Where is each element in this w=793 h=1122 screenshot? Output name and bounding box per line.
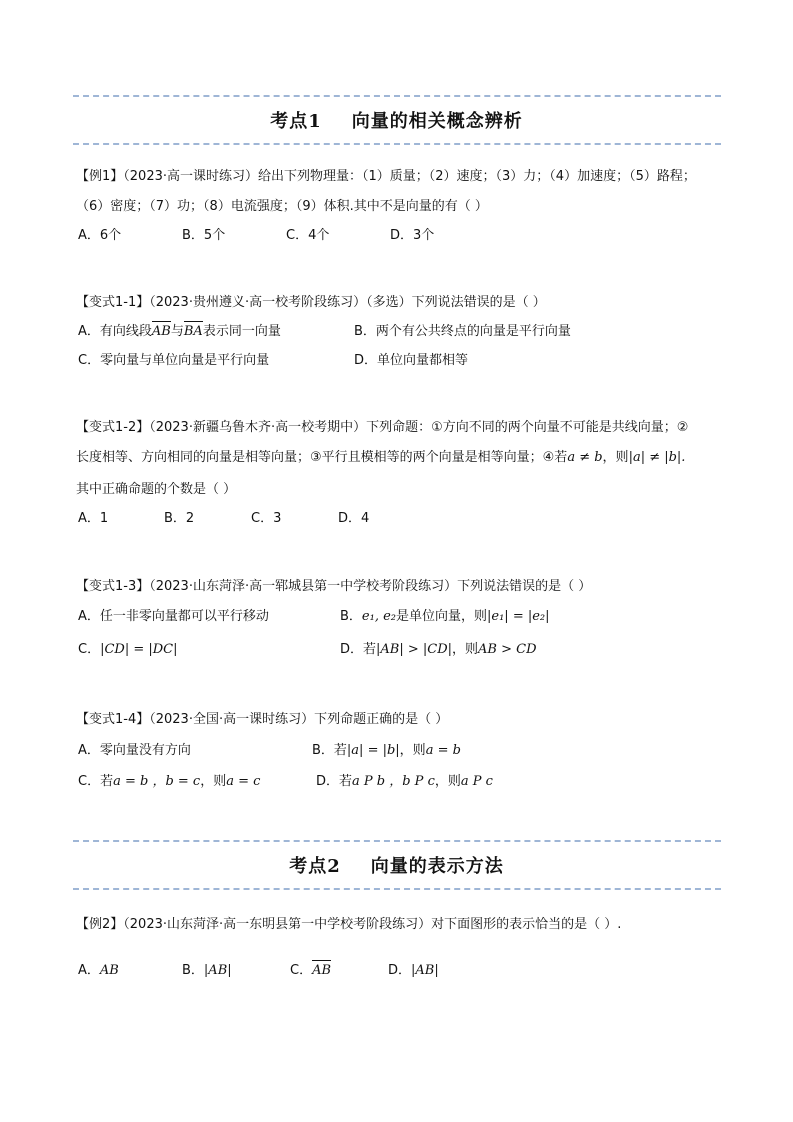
- vectors-e1-e2: e₁, e₂: [361, 609, 396, 624]
- variant-1-3-option-d: [340, 641, 537, 659]
- variant-1-2-option-c: C．3: [251, 511, 282, 526]
- variant-1-2-stem-line-2: [76, 449, 685, 467]
- variant-1-1-option-b: B．两个有公共终点的向量是平行向量: [354, 324, 571, 339]
- result-a-b: a = b: [425, 743, 461, 758]
- example-1-option-b: B．5个: [182, 228, 226, 243]
- example-1-option-d: D．3个: [390, 228, 435, 243]
- example-2-option-d: [388, 962, 439, 980]
- option-connector: ，则: [399, 743, 426, 758]
- section-divider-bottom: [73, 143, 721, 145]
- abs-ab: |AB|: [203, 963, 232, 978]
- example-1-option-c: C．4个: [286, 228, 330, 243]
- inequality-abs-ab-cd: |AB| > |CD|: [376, 642, 453, 657]
- variant-1-3-stem: 【变式1-3】（2023·山东菏泽·高一郓城县第一中学校考阶段练习）下列说法错误的是（ ）: [76, 579, 592, 594]
- option-text: 是单位向量，则: [396, 609, 488, 624]
- variant-1-3-option-b: [340, 608, 550, 626]
- inequality-ab-cd: AB > CD: [478, 642, 537, 657]
- variant-1-4-option-b: [312, 742, 461, 760]
- option-a-suffix: 表示同一向量: [202, 324, 281, 339]
- section-number: 考点1: [270, 111, 322, 132]
- option-label: C．: [290, 963, 313, 978]
- variant-1-4-option-a: A．零向量没有方向: [78, 743, 191, 758]
- variant-1-4-stem: 【变式1-4】（2023·全国·高一课时练习）下列命题正确的是（ ）: [76, 712, 449, 727]
- option-label: A．: [78, 963, 100, 978]
- option-a-connector: 与: [170, 324, 184, 339]
- option-connector: ，则: [434, 774, 461, 789]
- variant-1-1-option-a: [78, 323, 281, 341]
- condition-abs-a-b: |a| = |b|: [346, 743, 400, 758]
- option-a-prefix: A．有向线段: [78, 324, 152, 339]
- option-label: D．若: [316, 774, 353, 789]
- option-label: D．若: [340, 642, 377, 657]
- inequality-a-b: a ≠ b: [567, 450, 603, 465]
- option-connector: ，则: [452, 642, 479, 657]
- section-number: 考点2: [289, 856, 341, 877]
- variant-1-3-option-a: A．任一非零向量都可以平行移动: [78, 609, 269, 624]
- example-2-stem: 【例2】（2023·山东菏泽·高一东明县第一中学校考阶段练习）对下面图形的表示恰当的是（ ）.: [76, 917, 622, 932]
- variant-1-2-option-d: D．4: [338, 511, 370, 526]
- option-label: B．若: [312, 743, 347, 758]
- stem-text: 长度相等、方向相同的向量是相等向量；③平行且模相等的两个向量是相等向量；④若: [76, 450, 568, 465]
- example-1-stem-line-2: （6）密度；（7）功；（8）电流强度；（9）体积.其中不是向量的有（ ）: [76, 199, 488, 214]
- variant-1-4-option-d: [316, 773, 493, 791]
- option-label: B．: [182, 963, 204, 978]
- variant-1-1-option-d: D．单位向量都相等: [354, 353, 469, 368]
- example-1-stem-line-1: 【例1】（2023·高一课时练习）给出下列物理量：（1）质量；（2）速度；（3）力；（4）加速度；（5）路程；: [76, 169, 696, 184]
- equation-abs-e1-e2: |e₁| = |e₂|: [487, 609, 550, 624]
- vector-ba: BA: [183, 324, 203, 339]
- variant-1-2-stem-line-1: 【变式1-2】（2023·新疆乌鲁木齐·高一校考期中）下列命题：①方向不同的两个向量不可能是共线向量；②: [76, 420, 689, 435]
- inequality-abs-a-b: |a| ≠ |b|.: [628, 450, 686, 465]
- section-title-text: 向量的表示方法: [370, 856, 504, 877]
- abs-vector-ab: |AB|: [411, 963, 439, 978]
- equation-abs-cd-dc: |CD| = |DC|: [100, 642, 178, 657]
- option-label: C．若: [78, 774, 114, 789]
- example-2-option-a: [78, 962, 119, 980]
- section-2-divider-top: [73, 840, 721, 842]
- variant-1-4-option-c: [78, 773, 260, 791]
- option-label: B．: [340, 609, 362, 624]
- condition-parallel: a P b ，b P c: [352, 774, 435, 789]
- variant-1-2-option-a: A．1: [78, 511, 109, 526]
- example-2-option-b: [182, 962, 232, 980]
- vector-ab: AB: [151, 324, 171, 339]
- condition-a-b-c: a = b ，b = c: [113, 774, 201, 789]
- option-connector: ，则: [200, 774, 227, 789]
- variant-1-2-stem-line-3: 其中正确命题的个数是（ ）: [76, 482, 237, 497]
- variant-1-3-option-c: [78, 641, 178, 659]
- example-1-option-a: A．6个: [78, 228, 122, 243]
- result-a-c: a = c: [226, 774, 261, 789]
- section-2-divider-bottom: [73, 888, 721, 890]
- segment-ab: AB: [99, 963, 119, 978]
- variant-1-1-option-c: C．零向量与单位向量是平行向量: [78, 353, 270, 368]
- section-title-2: [0, 852, 793, 878]
- section-divider-top: [73, 95, 721, 97]
- variant-1-2-option-b: B．2: [164, 511, 195, 526]
- option-label: C．: [78, 642, 101, 657]
- variant-1-1-stem: 【变式1-1】（2023·贵州遵义·高一校考阶段练习）（多选）下列说法错误的是（ ）: [76, 295, 546, 310]
- stem-connector: ，则: [602, 450, 629, 465]
- option-label: D．: [388, 963, 412, 978]
- section-title-text: 向量的相关概念辨析: [351, 111, 523, 132]
- example-2-option-c: [290, 962, 331, 980]
- section-title-1: [0, 107, 793, 133]
- result-parallel: a P c: [460, 774, 493, 789]
- vector-ab: AB: [312, 963, 332, 978]
